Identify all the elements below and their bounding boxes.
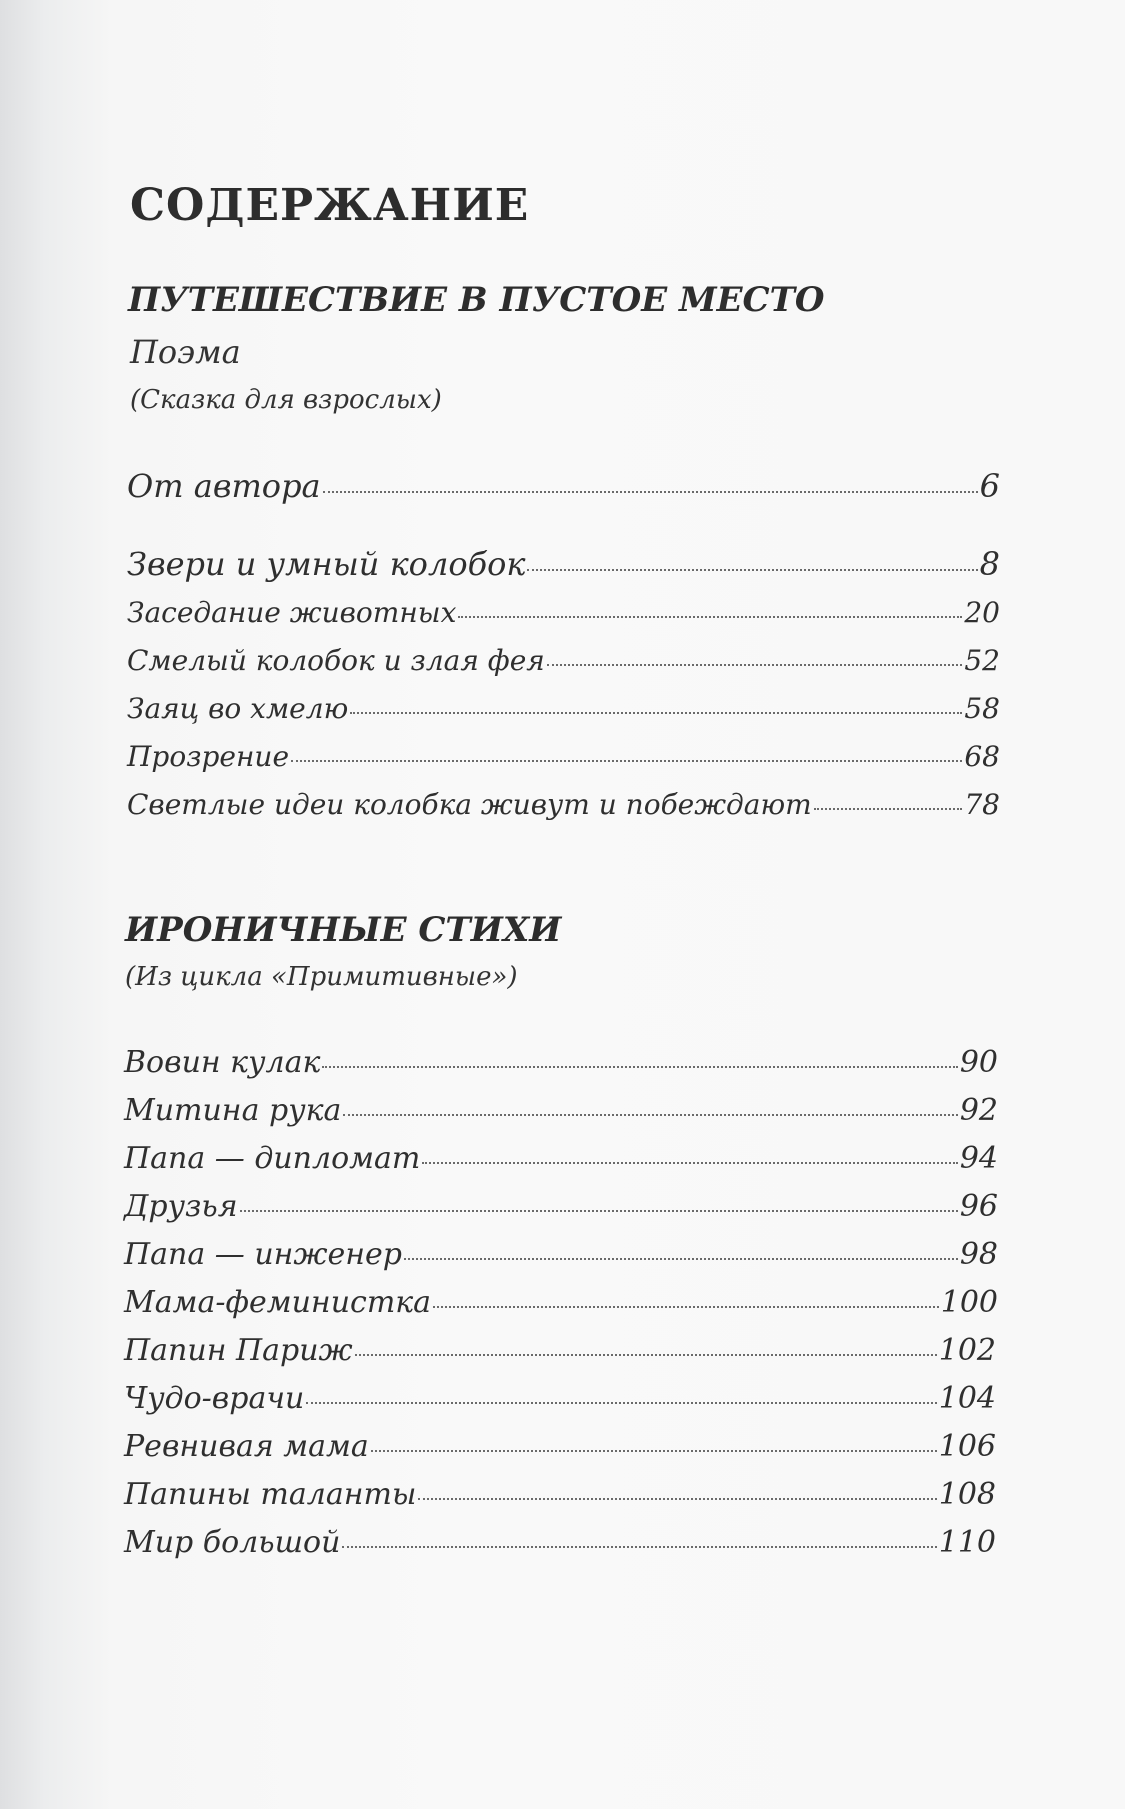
toc-entry[interactable] [124,1477,996,1517]
section-title-ironic-poems: ИРОНИЧНЫЕ СТИХИ [125,910,562,950]
dot-leader [342,1546,936,1548]
dot-leader [306,1402,936,1404]
toc-entry-title: Заседание животных [127,596,457,629]
toc-entry[interactable] [124,1333,996,1373]
toc-entry-page: 94 [959,1141,998,1176]
toc-entry[interactable] [127,545,1000,585]
toc-entry[interactable] [127,740,1000,780]
dot-leader [350,712,962,714]
toc-entry[interactable] [124,1189,998,1229]
dot-leader [527,569,977,571]
toc-entry-page: 92 [959,1093,998,1128]
toc-entry-page: 8 [979,545,1000,583]
toc-entry-title: Мир большой [124,1525,341,1560]
dot-leader [418,1498,936,1500]
toc-entry-title: Папины таланты [124,1477,417,1512]
dot-leader [458,616,962,618]
toc-entry-title: Папин Париж [124,1333,353,1368]
toc-entry-page: 68 [964,740,1000,773]
toc-entry-page: 100 [940,1285,998,1320]
toc-entry[interactable] [124,1285,998,1325]
toc-entry-title: Вовин кулак [124,1045,321,1080]
toc-entry-title: Смелый колобок и злая фея [127,644,545,677]
toc-entry-title: Папа — дипломат [124,1141,421,1176]
toc-entry-title: Митина рука [124,1093,342,1128]
toc-entry[interactable] [124,1381,996,1421]
section-title-journey: ПУТЕШЕСТВИЕ В ПУСТОЕ МЕСТО [128,280,825,320]
toc-entry[interactable] [124,1237,998,1277]
page-title: СОДЕРЖАНИЕ [130,180,530,231]
toc-entry-title: Чудо-врачи [124,1381,305,1416]
toc-entry-page: 96 [959,1189,998,1224]
toc-entry-page: 108 [938,1477,996,1512]
toc-entry-title: Папа — инженер [124,1237,402,1272]
toc-entry-page: 20 [964,596,1000,629]
dot-leader [343,1114,957,1116]
toc-entry-page: 58 [964,692,1000,725]
dot-leader [355,1354,937,1356]
dot-leader [433,1306,939,1308]
toc-entry-page: 90 [959,1045,998,1080]
dot-leader [422,1162,957,1164]
dot-leader [291,760,962,762]
toc-entry-page: 102 [938,1333,996,1368]
toc-entry-page: 110 [938,1525,996,1560]
dot-leader [404,1258,958,1260]
toc-entry[interactable] [127,788,1000,828]
toc-entry[interactable] [127,596,1000,636]
toc-entry-title: От автора [127,467,321,505]
dot-leader [547,664,963,666]
toc-entry[interactable] [127,467,1000,507]
toc-entry-page: 98 [959,1237,998,1272]
dot-leader [371,1450,937,1452]
toc-entry-title: Мама-феминистка [124,1285,432,1320]
toc-entry[interactable] [127,644,1000,684]
dot-leader [240,1210,958,1212]
toc-entry-page: 78 [964,788,1000,821]
toc-entry[interactable] [124,1045,998,1085]
toc-entry-title: Заяц во хмелю [127,692,349,725]
section-note-cycle: (Из цикла «Примитивные») [125,962,518,992]
toc-entry[interactable] [124,1141,998,1181]
toc-entry-page: 104 [938,1381,996,1416]
dot-leader [322,1066,957,1068]
toc-entry-title: Прозрение [127,740,290,773]
toc-entry-title: Звери и умный колобок [127,545,526,583]
section-subtitle-poem: Поэма [130,333,241,371]
toc-entry-page: 106 [938,1429,996,1464]
toc-entry-title: Друзья [124,1189,238,1224]
toc-entry-title: Ревнивая мама [124,1429,369,1464]
section-note-fairy-tale: (Сказка для взрослых) [130,385,442,415]
toc-entry[interactable] [127,692,1000,732]
dot-leader [814,808,963,810]
toc-entry-page: 52 [964,644,1000,677]
dot-leader [323,491,978,493]
toc-entry-title: Светлые идеи колобка живут и побеждают [127,788,812,821]
toc-entry[interactable] [124,1093,998,1133]
toc-entry[interactable] [124,1525,996,1565]
toc-entry[interactable] [124,1429,996,1469]
toc-entry-page: 6 [979,467,1000,505]
